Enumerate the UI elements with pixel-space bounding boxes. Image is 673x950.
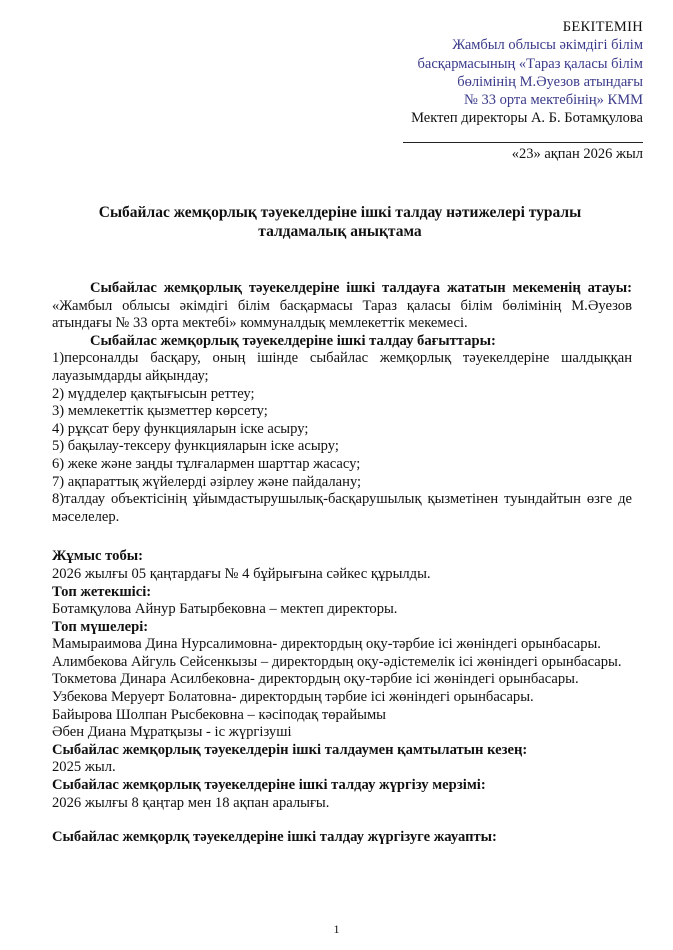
- org-name: «Жамбыл облысы әкімдігі білім басқармасы Тараз қаласы білім бөлімінің М.Әуезов атындағы № 33 орта мектебі» коммуналдық мемлекеттік мекемесі.: [52, 297, 632, 332]
- leader-heading: Топ жетекшісі:: [52, 583, 152, 600]
- direction-item: 2) мүдделер қақтығысын реттеу;: [52, 385, 255, 402]
- approval-line-2: басқармасының «Тараз қаласы білім: [417, 55, 643, 72]
- org-paragraph: [52, 280, 632, 333]
- approval-director: Мектеп директоры А. Б. Ботамқулова: [411, 110, 643, 127]
- term-text: 2026 жылғы 8 қаңтар мен 18 ақпан аралығы.: [52, 794, 330, 811]
- member-item: Мамыраимова Дина Нурсалимовна- директордың оқу-тәрбие ісі жөніндегі орынбасары.: [52, 636, 601, 653]
- org-label: Сыбайлас жемқорлық тәуекелдеріне ішкі талдауға жататын мекеменің атауы:: [90, 280, 632, 296]
- direction-item: 1)персоналды басқару, оның ішінде сыбайлас жемқорлық тәуекелдеріне шалдыққан лауазымдарды айқындау;: [52, 350, 632, 384]
- document-body: [52, 280, 632, 847]
- leader-text: Ботамқулова Айнур Батырбековна – мектеп директоры.: [52, 601, 398, 618]
- member-item: Алимбекова Айгуль Сейсенкызы – директордың оқу-әдістемелік ісі жөніндегі орынбасары.: [52, 653, 622, 670]
- direction-item: 5) бақылау-тексеру функцияларын іске асыру;: [52, 438, 339, 455]
- direction-item: 4) рұқсат беру функцияларын іске асыру;: [52, 420, 309, 437]
- member-item: Байырова Шолпан Рысбековна – кәсіподақ төрайымы: [52, 706, 386, 723]
- members-heading: Топ мүшелері:: [52, 618, 149, 635]
- page-number: 1: [333, 922, 340, 936]
- direction-item: 7) ақпараттық жүйелерді әзірлеу және пайдалану;: [52, 473, 362, 490]
- directions-heading: Сыбайлас жемқорлық тәуекелдеріне ішкі талдау бағыттары:: [90, 332, 496, 349]
- responsible-heading: Сыбайлас жемқорлқ тәуекелдеріне ішкі талдау жүргізуге жауапты:: [52, 829, 497, 846]
- title-line-2: талдамалық анықтама: [258, 223, 422, 240]
- member-item: Әбен Диана Мұратқызы - іс жүргізуші: [52, 724, 292, 741]
- approval-line-4: № 33 орта мектебінің» КММ: [464, 92, 643, 109]
- direction-item: 8)талдау объектісінің ұйымдастырушылық-басқарушылық қызметінен туындайтын өзге де мәселелер.: [52, 491, 632, 525]
- signature-line: [403, 130, 643, 143]
- member-item: Узбекова Меруерт Болатовна- директордың тәрбие ісі жөніндегі орынбасары.: [52, 689, 534, 706]
- working-group-heading: Жұмыс тобы:: [52, 548, 144, 565]
- approval-header: БЕКІТЕМІН: [562, 19, 643, 35]
- direction-item: 3) мемлекеттік қызметтер көрсету;: [52, 403, 268, 420]
- direction-item: 6) жеке және заңды тұлғалармен шарттар жасасу;: [52, 455, 361, 472]
- approval-block: [283, 18, 643, 163]
- term-heading: Сыбайлас жемқорлық тәуекелдеріне ішкі талдау жүргізу мерзімі:: [52, 777, 486, 794]
- approval-date: «23» ақпан 2026 жыл: [511, 145, 643, 162]
- period-heading: Сыбайлас жемқорлық тәуекелдерін ішкі талдаумен қамтылатын кезең:: [52, 741, 528, 758]
- working-group-text: 2026 жылғы 05 қаңтардағы № 4 бұйрығына сәйкес құрылды.: [52, 565, 431, 582]
- approval-line-1: Жамбыл облысы әкімдігі білім: [452, 37, 643, 54]
- period-text: 2025 жыл.: [52, 759, 116, 776]
- title-line-1: Сыбайлас жемқорлық тәуекелдеріне ішкі талдау нәтижелері туралы: [98, 204, 582, 221]
- approval-line-3: бөлімінің М.Әуезов атындағы: [457, 73, 643, 90]
- document-title: [50, 203, 630, 241]
- member-item: Токметова Динара Асилбековна- директордың оқу-тәрбие ісі жөніндегі орынбасары.: [52, 671, 579, 688]
